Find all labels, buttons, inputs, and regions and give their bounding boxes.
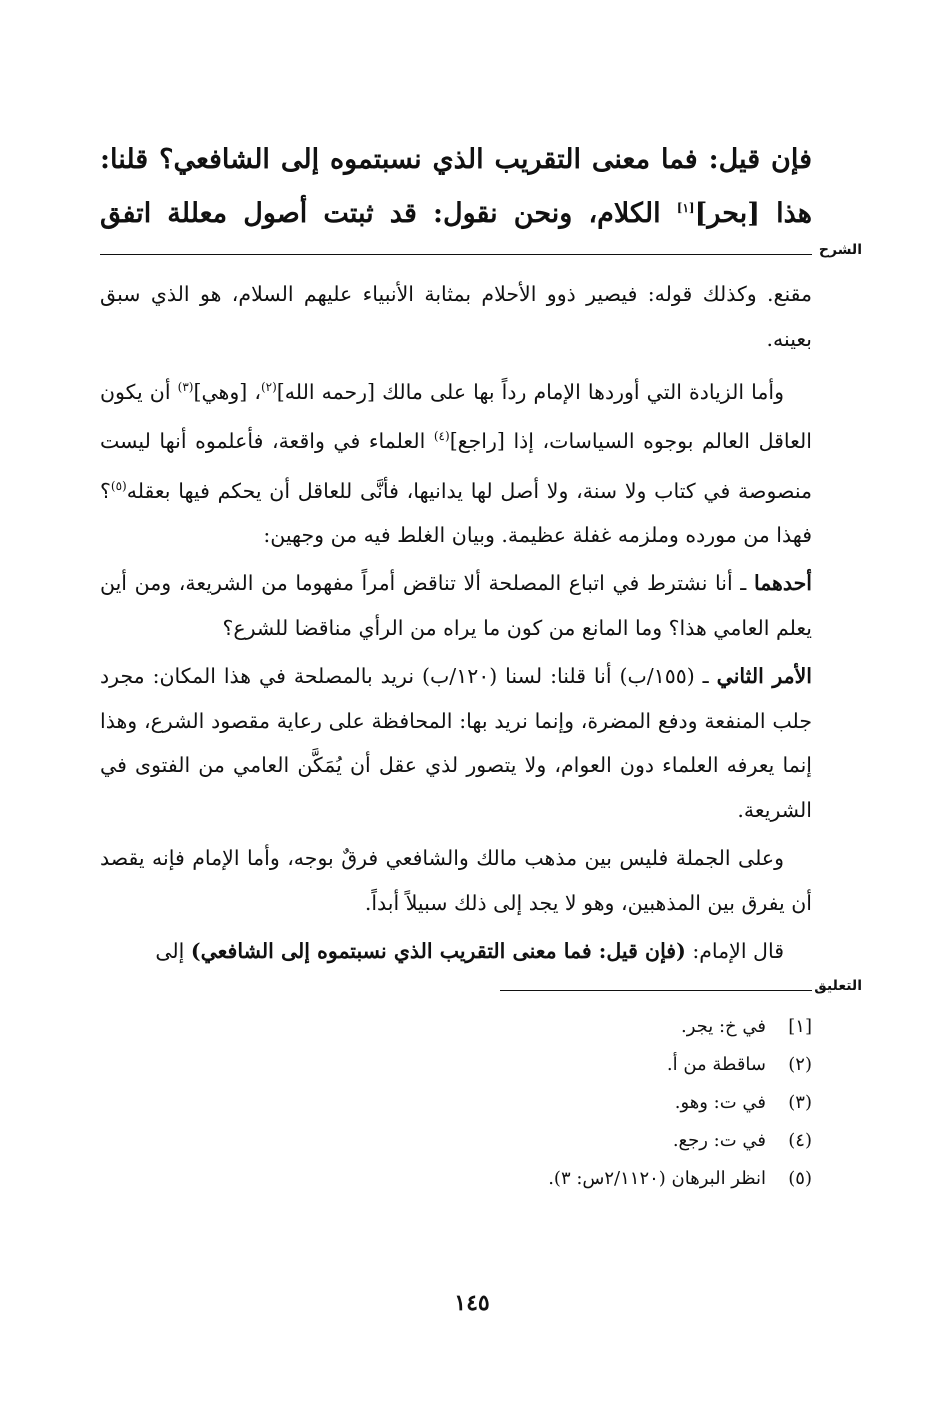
footnote-item: [100, 1122, 812, 1160]
sharh-paragraph-5: وعلى الجملة فليس بين مذهب مالك والشافعي فرقٌ بوجه، وأما الإمام فإنه يقصد أن يفرق بين المذهبين، وهو لا يجد إلى ذلك سبيلاً أبداً.: [100, 846, 812, 915]
footnote-number: (٤): [788, 1129, 812, 1151]
sharh-paragraph-1: مقنع. وكذلك قوله: فيصير ذوو الأحلام بمثابة الأنبياء عليهم السلام، هو الذي سبق بعينه.: [100, 282, 812, 351]
matn-line-2: [100, 184, 812, 238]
footnote-text: ساقطة من أ.: [666, 1053, 766, 1075]
footnote-ref-5[interactable]: (٥): [110, 478, 127, 493]
p2-a: وأما الزيادة التي أوردها الإمام رداً بها على مالك [رحمه الله]: [276, 379, 784, 404]
sharh-label: الشرح: [818, 242, 862, 258]
footnote-number: (٣): [788, 1091, 812, 1113]
matn-line-2-a: هذا [بحر]: [694, 198, 813, 229]
page-body: [100, 136, 862, 1198]
p2-b: ، [وهي]: [193, 379, 261, 404]
sharh-text: [100, 272, 812, 974]
notes-divider: [100, 977, 862, 1000]
notes-label: التعليق: [814, 977, 862, 994]
page-number: ١٤٥: [454, 1290, 490, 1316]
p3-text: ـ أنا نشترط في اتباع المصلحة ألا تناقض أمراً مفهوما من الشريعة، ومن أين يعلم العامي هذا؟ وما المانع من كون ما يراه من الرأي مناقضا للشرع؟: [100, 571, 812, 640]
p2-d: العلماء في واقعة، فأعلموه أنها ليست منصوصة في كتاب ولا سنة، ولا أصل لها يدانيها، فأنَّى للعاقل أن يحكم فيها بعقله: [100, 429, 812, 503]
footnotes: [100, 1008, 812, 1198]
sharh-paragraph-4: [100, 654, 812, 832]
sharh-paragraph-2: [100, 365, 812, 557]
sharh-paragraph-3: [100, 561, 812, 650]
footnote-item: [100, 1046, 812, 1084]
p6-b: إلى: [155, 939, 191, 964]
sharh-paragraph-6: [100, 929, 812, 974]
sharh-rule: [100, 254, 812, 255]
footnote-item: [100, 1160, 812, 1198]
notes-rule: [500, 990, 812, 991]
p3-heading: أحدهما: [753, 571, 812, 596]
footnote-ref-3[interactable]: (٣): [177, 380, 194, 394]
matn-line-1: فإن قيل: فما معنى التقريب الذي نسبتموه إلى الشافعي؟ قلنا:: [100, 144, 812, 175]
footnote-ref-1[interactable]: [١]: [676, 201, 695, 215]
footnote-number: [١]: [788, 1015, 812, 1037]
p6-quote: (فإن قيل: فما معنى التقريب الذي نسبتموه إلى الشافعي): [190, 939, 686, 964]
p2-c: أن يكون العاقل العالم بوجوه السياسات، إذا [راجع]: [100, 379, 812, 454]
footnote-text: انظر البرهان (٢/١١٢٠س: ٣).: [548, 1167, 766, 1189]
p2-e: ؟ فهذا من مورده وملزمه غفلة عظيمة. وبيان الغلط فيه من وجهين:: [100, 478, 812, 547]
p6-a: قال الإمام:: [685, 939, 784, 964]
footnote-item: [100, 1008, 812, 1046]
matn-line-2-b: الكلام، ونحن نقول: قد ثبتت أصول معللة اتفق: [100, 198, 677, 229]
sharh-divider: [100, 242, 862, 264]
footnote-text: في ت: وهو.: [674, 1091, 766, 1113]
footnote-number: (٥): [788, 1167, 812, 1189]
p4-text: ـ (١٥٥/ب) أنا قلنا: لسنا (١٢٠/ب) نريد بالمصلحة في هذا المكان: مجرد جلب المنفعة ودفع المضرة، وإنما نريد بها: المحافظة على رعاية مقصود الشرع، وهذا إنما يعرفه العلماء دون العوام، ولا يتصور لذي عقل أن يُمَكَّن العامي من الفتوى في الشريعة.: [100, 664, 812, 822]
matn-text: [100, 136, 812, 238]
footnote-item: [100, 1084, 812, 1122]
footnote-number: (٢): [788, 1053, 812, 1075]
p4-heading: الأمر الثاني: [716, 664, 812, 689]
footnote-text: في ت: رجع.: [672, 1129, 766, 1151]
footnote-text: في خ: يجر.: [680, 1015, 766, 1037]
footnote-ref-4[interactable]: (٤): [433, 429, 450, 444]
footnote-ref-2[interactable]: (٢): [260, 380, 277, 394]
